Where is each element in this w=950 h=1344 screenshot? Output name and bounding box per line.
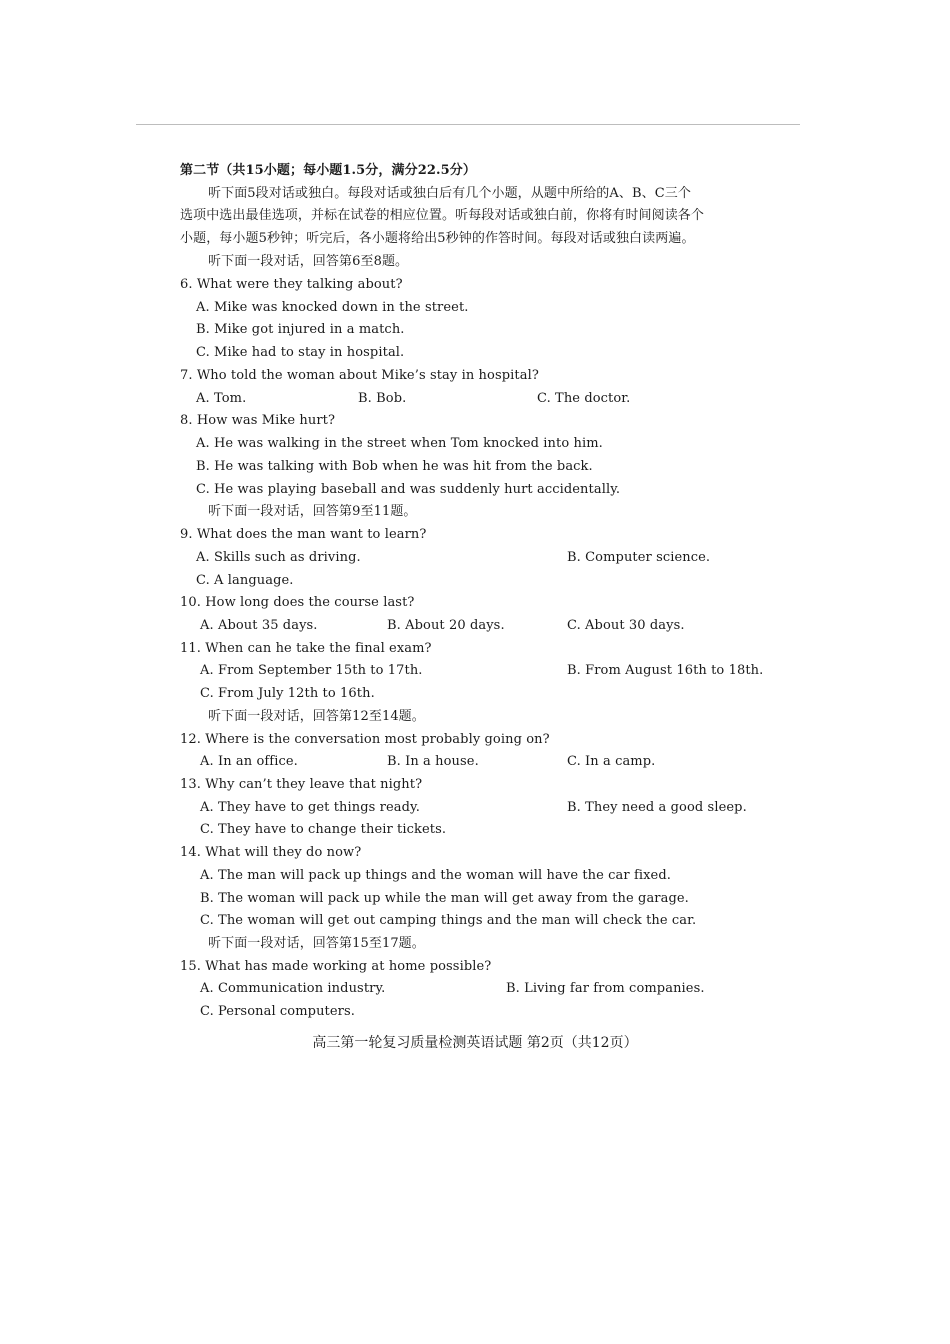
group-instruction-3: 听下面一段对话，回答第12至14题。 (208, 709, 425, 724)
top-rule (136, 124, 800, 125)
intro-line-1: 听下面5段对话或独白。每段对话或独白后有几个小题，从题中所给的A、B、C三个 (208, 186, 691, 201)
q11-option-c: C. From July 12th to 16th. (200, 686, 375, 701)
q9-option-b: B. Computer science. (567, 550, 711, 565)
q6-option-c: C. Mike had to stay in hospital. (196, 345, 405, 360)
intro-line-3: 小题，每小题5秒钟；听完后，各小题将给出5秒钟的作答时间。每段对话或独白读两遍。 (180, 231, 695, 246)
section-heading: 第二节（共15小题；每小题1.5分，满分22.5分） (180, 163, 476, 178)
question-7: 7. Who told the woman about Mike’s stay in hospital? (180, 368, 539, 383)
q14-option-a: A. The man will pack up things and the woman will have the car fixed. (200, 868, 671, 883)
question-6: 6. What were they talking about? (180, 277, 403, 292)
q10-option-c: C. About 30 days. (567, 618, 685, 633)
q8-option-b: B. He was talking with Bob when he was hit from the back. (196, 459, 593, 474)
q14-option-b: B. The woman will pack up while the man will get away from the garage. (200, 891, 689, 906)
q15-option-c: C. Personal computers. (200, 1004, 355, 1019)
q13-option-b: B. They need a good sleep. (567, 800, 747, 815)
q7-option-b: B. Bob. (358, 391, 407, 406)
question-12: 12. Where is the conversation most probably going on? (180, 732, 550, 747)
q10-option-b: B. About 20 days. (387, 618, 505, 633)
q12-option-b: B. In a house. (387, 754, 479, 769)
q14-option-c: C. The woman will get out camping things and the man will check the car. (200, 913, 697, 928)
q8-option-c: C. He was playing baseball and was suddenly hurt accidentally. (196, 482, 621, 497)
q9-option-a: A. Skills such as driving. (196, 550, 361, 565)
q11-option-b: B. From August 16th to 18th. (567, 663, 764, 678)
question-10: 10. How long does the course last? (180, 595, 415, 610)
q15-option-b: B. Living far from companies. (506, 981, 705, 996)
question-14: 14. What will they do now? (180, 845, 362, 860)
question-15: 15. What has made working at home possible? (180, 959, 492, 974)
q8-option-a: A. He was walking in the street when Tom knocked into him. (196, 436, 603, 451)
q7-option-c: C. The doctor. (537, 391, 631, 406)
q13-option-c: C. They have to change their tickets. (200, 822, 447, 837)
question-11: 11. When can he take the final exam? (180, 641, 432, 656)
q13-option-a: A. They have to get things ready. (200, 800, 420, 815)
question-9: 9. What does the man want to learn? (180, 527, 427, 542)
question-8: 8. How was Mike hurt? (180, 413, 336, 428)
q12-option-c: C. In a camp. (567, 754, 656, 769)
q15-option-a: A. Communication industry. (200, 981, 386, 996)
intro-line-2: 选项中选出最佳选项，并标在试卷的相应位置。听每段对话或独白前，你将有时间阅读各个 (180, 208, 705, 223)
q12-option-a: A. In an office. (200, 754, 298, 769)
page-footer: 高三第一轮复习质量检测英语试题 第2页（共12页） (312, 1035, 638, 1051)
q7-option-a: A. Tom. (196, 391, 247, 406)
q10-option-a: A. About 35 days. (200, 618, 318, 633)
q11-option-a: A. From September 15th to 17th. (200, 663, 423, 678)
group-instruction-1: 听下面一段对话，回答第6至8题。 (208, 254, 409, 269)
q6-option-a: A. Mike was knocked down in the street. (196, 300, 469, 315)
question-13: 13. Why can’t they leave that night? (180, 777, 423, 792)
q9-option-c: C. A language. (196, 573, 294, 588)
q6-option-b: B. Mike got injured in a match. (196, 322, 405, 337)
group-instruction-4: 听下面一段对话，回答第15至17题。 (208, 936, 425, 951)
group-instruction-2: 听下面一段对话，回答第9至11题。 (208, 504, 417, 519)
